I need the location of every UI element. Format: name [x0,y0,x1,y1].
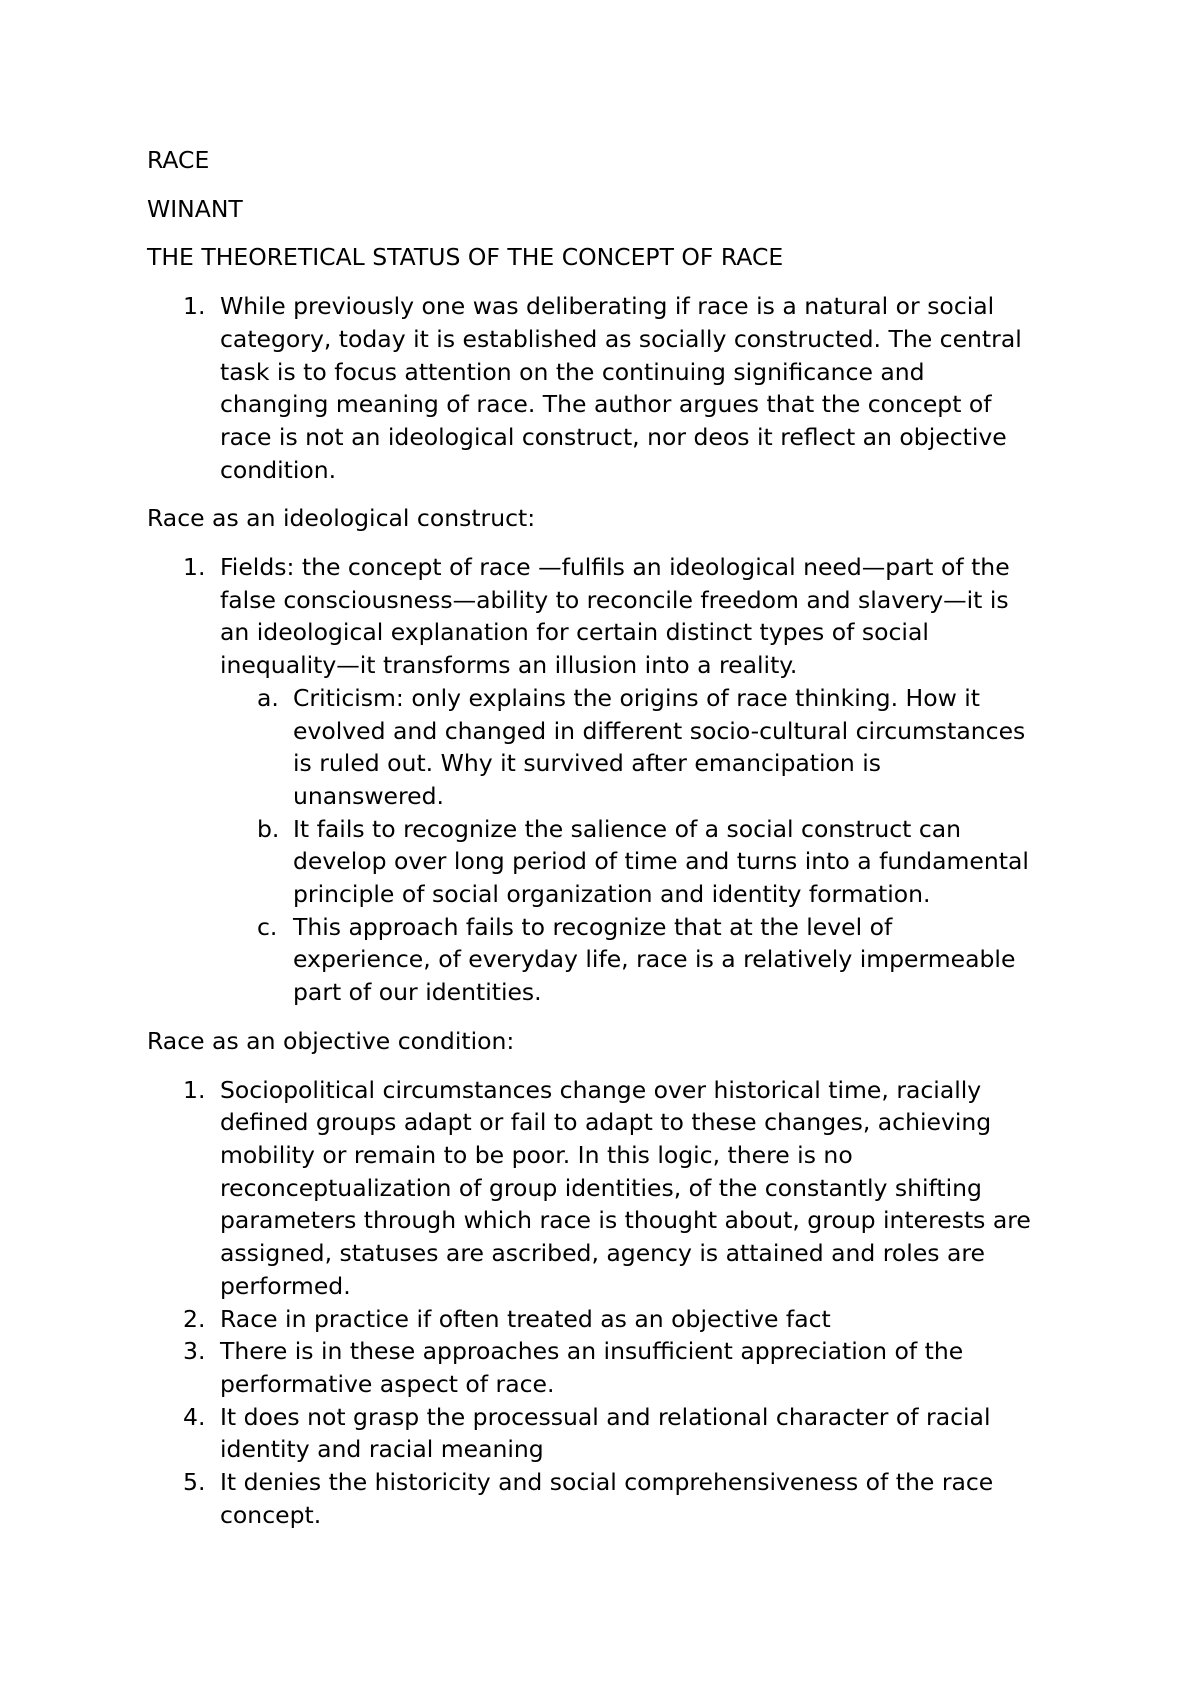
text-line: experience, of everyday life, race is a relatively impermeable [293,945,1016,974]
sublist-item-text [293,682,1070,813]
text-line: While previously one was deliberating if race is a natural or social [220,292,995,321]
text-line: It denies the historicity and social comprehensiveness of the race [220,1468,994,1497]
sublist-item [220,813,1070,911]
text-line: category, today it is established as socially constructed. The central [220,324,1022,353]
sublist-letter: a. [257,683,279,712]
ideological-list [147,551,1070,1009]
list-item [147,290,1070,486]
list-item [147,1074,1070,1303]
list-item [147,1335,1070,1400]
text-line: inequality—it transforms an illusion into a reality. [220,651,798,680]
text-line: changing meaning of race. The author argues that the concept of [220,390,992,419]
text-line: It does not grasp the processual and relational character of racial [220,1402,991,1431]
text-line: Sociopolitical circumstances change over historical time, racially [220,1075,982,1104]
text-line: Race in practice if often treated as an objective fact [220,1304,831,1333]
list-item-text [220,551,1070,682]
text-line: assigned, statuses are ascribed, agency is attained and roles are [220,1239,986,1268]
list-item-text [220,1074,1070,1303]
text-line: Criticism: only explains the origins of race thinking. How it [293,683,981,712]
document-title: RACE [147,146,210,174]
objective-heading: Race as an objective condition: [147,1026,515,1055]
text-line: performed. [220,1271,351,1300]
document-author: WINANT [147,194,243,223]
objective-list [147,1074,1070,1532]
criticism-sublist [220,682,1070,1009]
list-item [147,1466,1070,1531]
text-line: is ruled out. Why it survived after emancipation is [293,749,882,778]
list-item-text [220,290,1070,486]
text-line: task is to focus attention on the continuing significance and [220,357,925,386]
list-item [147,1303,1070,1336]
text-line: parameters through which race is thought about, group interests are [220,1206,1031,1235]
list-item-text [220,1401,1070,1466]
intro-list [147,290,1070,486]
text-line: evolved and changed in different socio-cultural circumstances [293,716,1026,745]
list-item [147,551,1070,1009]
list-number: 2. [183,1304,206,1333]
text-line: mobility or remain to be poor. In this logic, there is no [220,1140,853,1169]
list-number: 1. [183,292,206,321]
list-item-text [220,1335,1070,1400]
list-number: 5. [183,1468,206,1497]
section-title: THE THEORETICAL STATUS OF THE CONCEPT OF RACE [147,243,784,272]
list-number: 1. [183,1075,206,1104]
list-item [147,1401,1070,1466]
list-number: 3. [183,1337,206,1366]
text-line: an ideological explanation for certain distinct types of social [220,618,929,647]
text-line: unanswered. [293,781,444,810]
text-line: develop over long period of time and turns into a fundamental [293,847,1029,876]
text-line: Fields: the concept of race —fulfils an ideological need—part of the [220,553,1010,582]
list-number: 4. [183,1402,206,1431]
list-item-text [220,1466,1070,1531]
ideological-heading: Race as an ideological construct: [147,504,536,533]
list-item-text [220,1303,1070,1336]
text-line: defined groups adapt or fail to adapt to these changes, achieving [220,1108,992,1137]
text-line: reconceptualization of group identities, of the constantly shifting [220,1173,982,1202]
text-line: part of our identities. [293,978,542,1007]
text-line: principle of social organization and identity formation. [293,880,931,909]
text-line: There is in these approaches an insufficient appreciation of the [220,1337,964,1366]
text-line: race is not an ideological construct, nor deos it reflect an objective [220,422,1007,451]
text-line: concept. [220,1500,322,1529]
text-line: identity and racial meaning [220,1435,544,1464]
text-line: condition. [220,455,337,484]
text-line: This approach fails to recognize that at the level of [293,912,893,941]
text-line: false consciousness—ability to reconcile freedom and slavery—it is [220,585,1009,614]
sublist-letter: b. [257,814,280,843]
sublist-item [220,682,1070,813]
sublist-item-text [293,911,1070,1009]
text-line: performative aspect of race. [220,1369,555,1398]
sublist-letter: c. [257,912,278,941]
list-number: 1. [183,553,206,582]
text-line: It fails to recognize the salience of a social construct can [293,814,962,843]
sublist-item [220,911,1070,1009]
sublist-item-text [293,813,1070,911]
